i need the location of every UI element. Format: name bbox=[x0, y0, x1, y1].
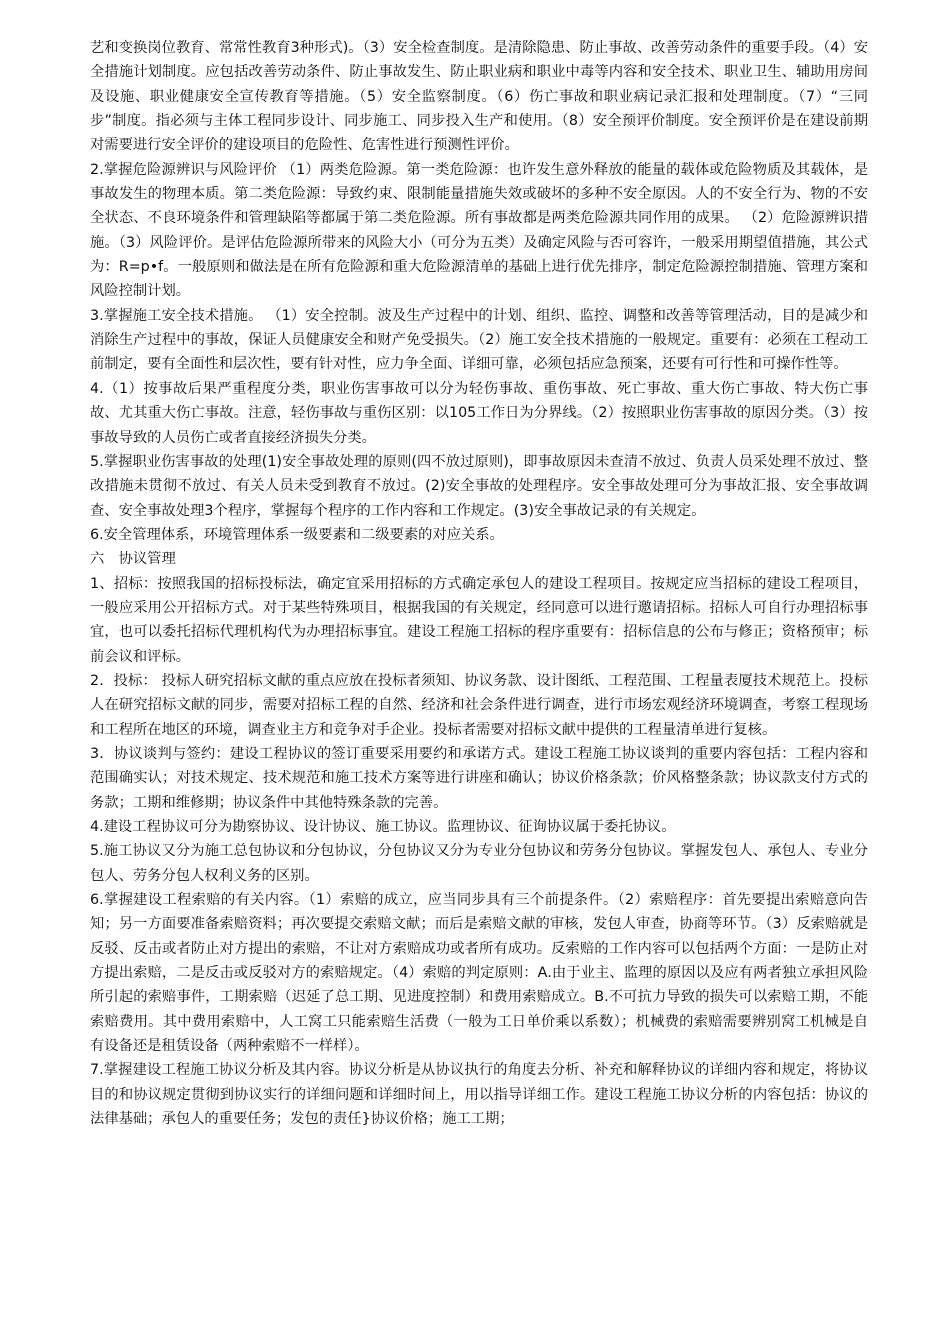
document-body bbox=[90, 36, 868, 1131]
paragraph-hazard-identification: 2.掌握危险源辨识与风险评价 （1）两类危险源。第一类危险源：也许发生意外释放的能量的载体或危险物质及其载体，是事故发生的物理本质。第二类危险源：导致约束、限制能量措施失效或破坏的多种不安全原因。人的不安全行为、物的不安全状态、不良环境条件和管理缺陷等都属于第二类危险源。所有事故都是两类危险源共同作用的成果。 （2）危险源辨识措施。（3）风险评价。是评估危险源所带来的风险大小（可分为五类）及确定风险与否可容许，一般采用期望值措施，其公式为：R=p•f。一般原则和做法是在所有危险源和重大危险源清单的基础上进行优先排序，制定危险源控制措施、管理方案和风险控制计划。 bbox=[90, 161, 868, 300]
paragraph-negotiation-signing: 3．协议谈判与签约：建设工程协议的签订重要采用要约和承诺方式。建设工程施工协议谈判的重要内容包括：工程内容和范围确实认；对技术规定、技术规范和施工技术方案等进行讲座和确认；协议价格条款；价风格整条款；协议款支付方式的务款；工期和维修期；协议条件中其他特殊条款的完善。 bbox=[90, 745, 868, 811]
paragraph-management-systems: 6.安全管理体系，环境管理体系一级要素和二级要素的对应关系。 bbox=[90, 526, 504, 543]
paragraph-construction-safety-measures: 3.掌握施工安全技术措施。 （1）安全控制。波及生产过程中的计划、组织、监控、调整和改善等管理活动，目的是减少和消除生产过程中的事故，保证人员健康安全和财产免受损失。（2）施工安全技术措施的一般规定。重要有：必须在工程动工前制定，要有全面性和层次性，要有针对性，应力争全面、详细可靠，必须包括应急预案，还要有可行性和可操作性等。 bbox=[90, 307, 868, 373]
paragraph-safety-systems: 艺和变换岗位教育、常常性教育3种形式)。（3）安全检查制度。是清除隐患、防止事故、改善劳动条件的重要手段。（4）安全措施计划制度。应包括改善劳动条件、防止事故发生、防止职业病和职业中毒等内容和安全技术、职业卫生、辅助用房间及设施、职业健康安全宣传教育等措施。（5）安全监察制度。（6）伤亡事故和职业病记录汇报和处理制度。（7）“三同步”制度。指必须与主体工程同步设计、同步施工、同步投入生产和使用。（8）安全预评价制度。安全预评价是在建设前期对需要进行安全评价的建设项目的危险性、危害性进行预测性评价。 bbox=[90, 40, 868, 154]
paragraph-contract-types: 4.建设工程协议可分为勘察协议、设计协议、施工协议。监理协议、征询协议属于委托协议。 bbox=[90, 819, 676, 835]
paragraph-bidding-invitation: 1、招标：按照我国的招标投标法，确定宜采用招标的方式确定承包人的建设工程项目。按规定应当招标的建设工程项目，一般应采用公开招标方式。对于某些特殊项目，根据我国的有关规定，经同意可以进行邀请招标。招标人可自行办理招标事宜，也可以委托招标代理机构代为办理招标事宜。建设工程施工招标的程序重要有：招标信息的公布与修正；资格预审；标前会议和评标。 bbox=[90, 575, 868, 665]
paragraph-accident-classification: 4.（1）按事故后果严重程度分类，职业伤害事故可以分为轻伤事故、重伤事故、死亡事故、重大伤亡事故、特大伤亡事故、尤其重大伤亡事故。注意，轻伤事故与重伤区别：以105工作日为分界线。（2）按照职业伤害事故的原因分类。（3）按事故导致的人员伤亡或者直接经济损失分类。 bbox=[90, 380, 868, 446]
paragraph-subcontracting: 5.施工协议又分为施工总包协议和分包协议，分包协议又分为专业分包协议和劳务分包协议。掌握发包人、承包人、专业分包人、劳务分包人权利义务的区别。 bbox=[90, 843, 868, 884]
section-heading-contract-management: 六 协议管理 bbox=[90, 551, 176, 568]
paragraph-accident-handling: 5.掌握职业伤害事故的处理(1)安全事故处理的原则(四不放过原则)，即事故原因未查清不放过、负责人员采处理不放过、整改措施未贯彻不放过、有关人员未受到教育不放过。(2)安全事故的处理程序。安全事故处理可分为事故汇报、安全事故调查、安全事故处理3个程序，掌握每个程序的工作内容和工作规定。(3)安全事故记录的有关规定。 bbox=[90, 453, 868, 519]
paragraph-contract-analysis: 7.掌握建设工程施工协议分析及其内容。协议分析是从协议执行的角度去分析、补充和解释协议的详细内容和规定，将协议目的和协议规定贯彻到协议实行的详细问题和详细时间上，用以指导详细工作。建设工程施工协议分析的内容包括：协议的法律基础；承包人的重要任务；发包的责任}协议价格；施工工期； bbox=[90, 1062, 868, 1128]
paragraph-claims: 6.掌握建设工程索赔的有关内容。（1）索赔的成立，应当同步具有三个前提条件。（2）索赔程序：首先要提出索赔意向告知；另一方面要准备索赔资料；再次要提交索赔文献；而后是索赔文献的审核，发包人审查，协商等环节。（3）反索赔就是反驳、反击或者防止对方提出的索赔，不让对方索赔成功或者所有成功。反索赔的工作内容可以包括两个方面：一是防止对方提出索赔，二是反击或反驳对方的索赔规定。（4）索赔的判定原则：A.由于业主、监理的原因以及应有两者独立承担风险所引起的索赔事件，工期索赔（迟延了总工期、见进度控制）和费用索赔成立。B.不可抗力导致的损失可以索赔工期，不能索赔费用。其中费用索赔中，人工窝工只能索赔生活费（一般为工日单价乘以系数）；机械费的索赔需要辨别窝工机械是自有设备还是租赁设备（两种索赔不一样样）。 bbox=[90, 892, 868, 1055]
paragraph-tendering: 2．投标： 投标人研究招标文献的重点应放在投标者须知、协议务款、设计图纸、工程范围、工程量表厦技术规范上。投标人在研究招标文献的同步，需要对招标工程的自然、经济和社会条件进行调查，进行市场宏观经济环境调查，考察工程现场和工程所在地区的环境，调查业主方和竞争对手企业。投标者需要对招标文献中提供的工程量清单进行复核。 bbox=[90, 672, 868, 738]
